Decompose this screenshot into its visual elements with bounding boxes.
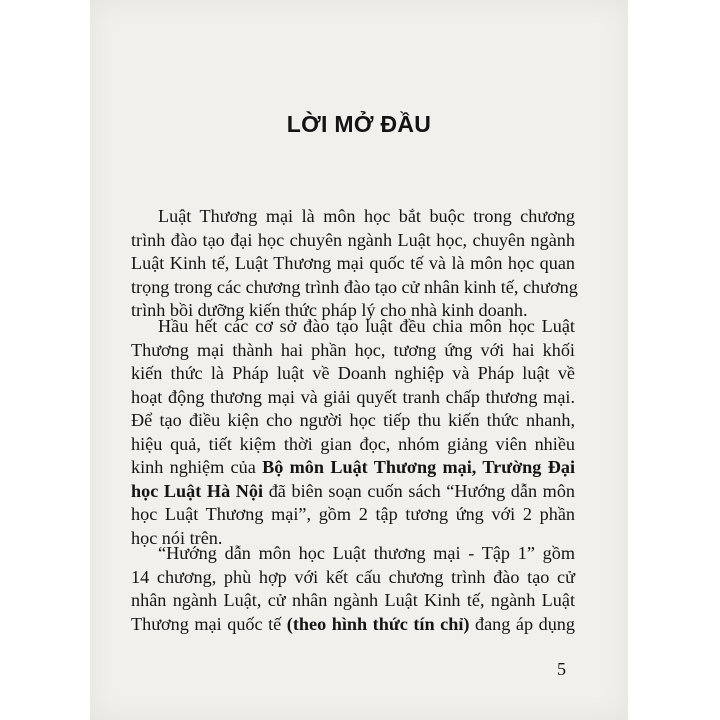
bold-run: học Luật Hà Nội	[131, 480, 264, 501]
paragraph-3	[131, 542, 575, 636]
text-line: Luật Kinh tế, Luật Thương mại quốc tế và là môn học quan	[131, 253, 575, 273]
text-line: học Luật Thương mại”, gồm 2 tập tương ứng với 2 phần	[131, 504, 575, 524]
text-run: đã biên soạn cuốn sách “Hướng dẫn môn	[263, 480, 576, 501]
text-line: hoạt động thương mại và giải quyết tranh chấp thương mại.	[131, 386, 575, 407]
text-run: đang áp dụng	[469, 613, 575, 634]
paragraph-2	[131, 315, 575, 550]
text-line: Thương mại thành hai phần học, tương ứng với hai khối	[131, 339, 575, 360]
bold-run: Bộ môn Luật Thương mại, Trường Đại	[262, 457, 575, 477]
text-line: trình bồi dưỡng kiến thức pháp lý cho nhà kinh doanh.	[131, 300, 528, 320]
bold-run: (theo hình thức tín chỉ)	[286, 613, 470, 634]
text-line: 14 chương, phù hợp với kết cấu chương trình đào tạo cử	[131, 566, 575, 587]
text-line: Luật Thương mại là môn học bắt buộc trong chương	[158, 206, 575, 226]
text-line: Để tạo điều kiện cho người học tiếp thu kiến thức nhanh,	[131, 410, 575, 430]
page-title: LỜI MỞ ĐẦU	[286, 111, 432, 137]
text-line: học nói trên.	[131, 527, 223, 548]
page-number: 5	[557, 659, 566, 679]
text-line: “Hướng dẫn môn học Luật thương mại - Tập 1” gồm	[158, 543, 575, 563]
text-line	[131, 480, 575, 504]
text-line: trình đào tạo đại học chuyên ngành Luật học, chuyên ngành	[131, 229, 575, 250]
text-line: nhân ngành Luật, cử nhân ngành Luật Kinh tế, ngành Luật	[131, 590, 575, 610]
text-line: trọng trong các chương trình đào tạo cử nhân kinh tế, chương	[131, 276, 578, 297]
book-page	[90, 0, 628, 720]
text-line: Hầu hết các cơ sở đào tạo luật đều chia môn học Luật	[158, 316, 575, 336]
text-line	[131, 456, 575, 480]
text-run: kinh nghiệm của	[131, 457, 263, 477]
paragraph-1	[131, 205, 578, 323]
text-line	[131, 613, 575, 637]
bleed-through-text	[130, 0, 600, 192]
text-line: hiệu quả, tiết kiệm thời gian đọc, nhóm giảng viên nhiều	[131, 433, 575, 454]
text-run: Thương mại quốc tế	[131, 613, 287, 634]
text-line: kiến thức là Pháp luật về Doanh nghiệp và Pháp luật về	[131, 363, 575, 383]
